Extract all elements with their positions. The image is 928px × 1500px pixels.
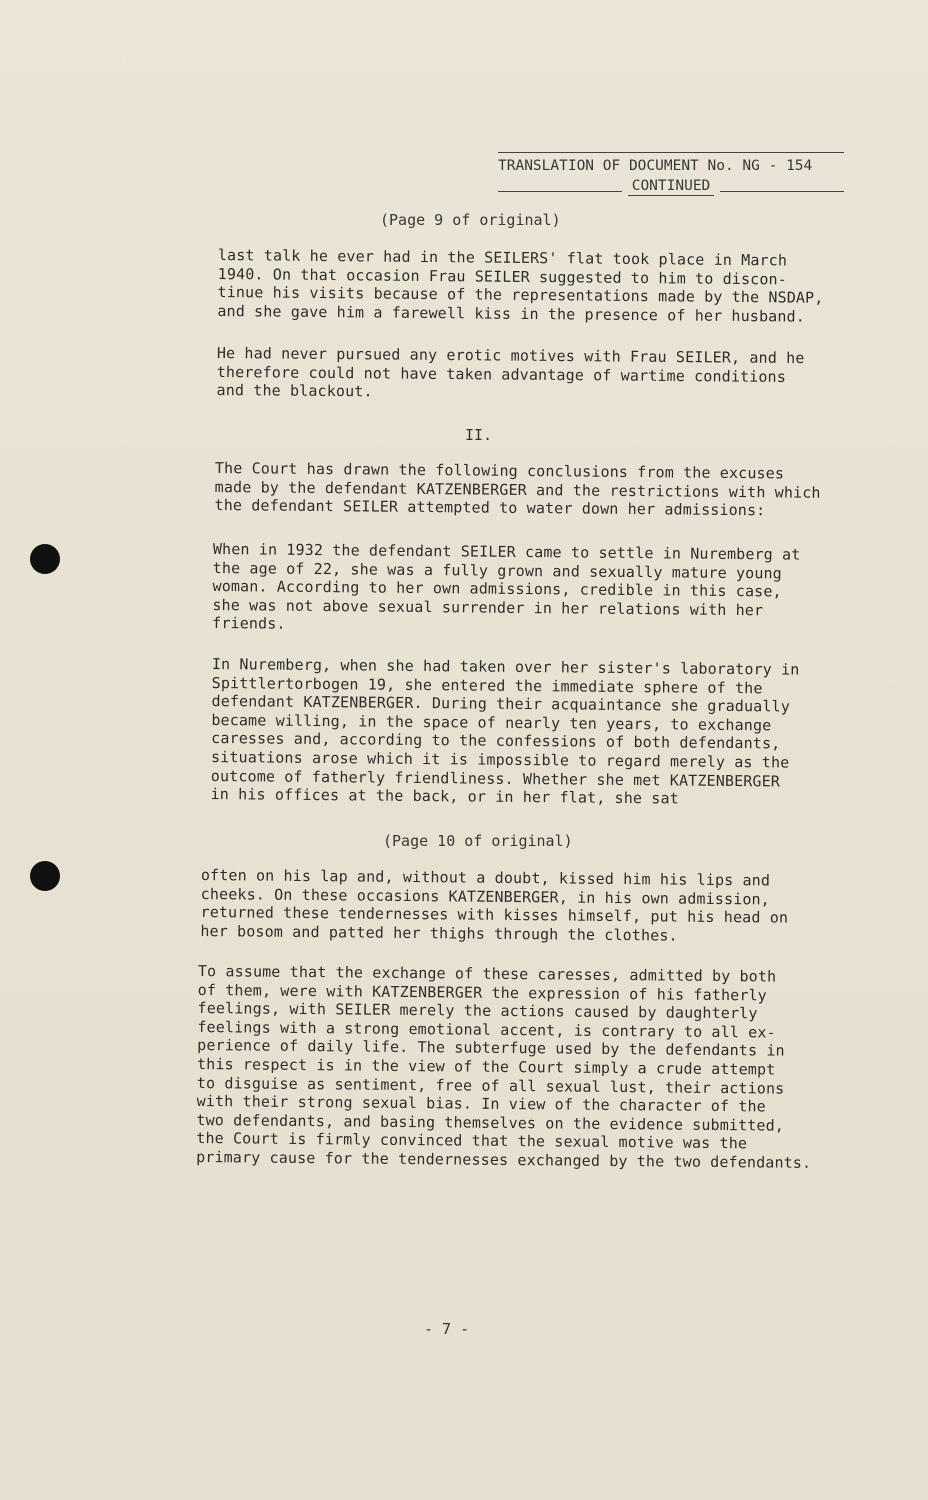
header-continued-row [498,177,844,196]
header-title: TRANSLATION OF DOCUMENT No. NG - 154 [498,158,813,174]
text-line: the age of 22, she was a fully grown and sexually mature young [212,558,783,583]
section-number: II. [465,426,493,444]
text-line: The Court has drawn the following conclusions from the excuses [214,459,785,483]
text-line: with their strong sexual bias. In view of the character of the [196,1092,766,1116]
text-line: To assume that the exchange of these caresses, admitted by both [197,962,777,986]
text-line: to disguise as sentiment, free of all sexual lust, their actions [196,1073,785,1098]
text-line: cheeks. On these occasions KATZENBERGER, in his own admission, [200,884,771,909]
translation-header [498,152,844,196]
paragraph-1 [217,246,824,326]
text-line: friends. [212,614,286,634]
header-rule [498,152,844,153]
text-line: made by the defendant KATZENBERGER and the restrictions with which [214,477,821,502]
text-line: therefore could not have taken advantage of wartime conditions [216,362,787,386]
text-line: the Court is firmly convinced that the sexual motive was the [196,1129,748,1153]
text-line: in his offices at the back, or in her flat, she sat [210,785,679,808]
punch-hole-upper [30,544,60,574]
text-line: perience of daily life. The subterfuge used by the defendants in [197,1036,785,1061]
text-line: her bosom and patted her thighs through the clothes. [200,921,678,945]
text-line: feelings, with SEILER merely the actions caused by daughterly [197,999,758,1023]
text-line: He had never pursued any erotic motives with Frau SEILER, and he [216,344,805,368]
page-marker-10: (Page 10 of original) [383,832,573,850]
text-line: situations arose which it is impossible to regard merely as the [210,747,790,772]
paragraph-4 [212,540,800,639]
text-line: became willing, in the space of nearly ten years, to exchange [211,710,772,735]
text-line: When in 1932 the defendant SEILER came to settle in Nuremberg at [212,540,801,564]
header-continued: CONTINUED [628,177,715,196]
text-line: feelings with a strong emotional accent, is contrary to all ex- [197,1017,776,1042]
text-line: two defendants, and basing themselves on the evidence submitted, [196,1110,785,1135]
text-line: outcome of fatherly friendliness. Whether she met KATZENBERGER [210,766,781,791]
paragraph-5 [211,655,800,809]
header-dash [498,191,622,192]
text-line: returned these tendernesses with kisses himself, put his head on [200,903,789,927]
text-line: Spittlertorbogen 19, she entered the immediate sphere of the [211,673,763,697]
text-line: primary cause for the tendernesses exchanged by the two defendants. [196,1147,812,1172]
text-line: 1940. On that occasion Frau SEILER suggested to him to discon- [217,264,788,289]
text-line: tinue his visits because of the representations made by the NSDAP, [217,283,824,308]
text-line: last talk he ever had in the SEILERS' flat took place in March [217,246,788,270]
paragraph-6 [200,866,788,946]
text-line: of them, were with KATZENBERGER the expression of his fatherly [197,980,768,1005]
text-line: In Nuremberg, when she had taken over her sister's laboratory in [211,655,800,679]
text-line: and the blackout. [216,381,373,401]
header-dash [720,191,844,192]
text-line: defendant KATZENBERGER. During their acquaintance she gradually [211,692,791,716]
text-line: woman. According to her own admissions, credible in this case, [212,577,782,601]
text-line: she was not above sexual surrender in her relations with her [212,595,764,620]
punch-hole-lower [30,861,60,891]
text-line: the defendant SEILER attempted to water down her admissions: [214,496,766,520]
paragraph-3 [214,459,820,521]
text-line: and she gave him a farewell kiss in the presence of her husband. [217,301,806,326]
page-marker-9: (Page 9 of original) [380,211,561,229]
paragraph-2 [217,344,805,405]
page-number: - 7 - [424,1320,470,1338]
text-line: often on his lap and, without a doubt, kissed him his lips and [200,866,771,890]
paragraph-7 [196,962,813,1172]
text-line: this respect is in the view of the Court simply a crude attempt [196,1054,776,1079]
text-line: caresses and, according to the confessions of both defendants, [211,729,781,753]
